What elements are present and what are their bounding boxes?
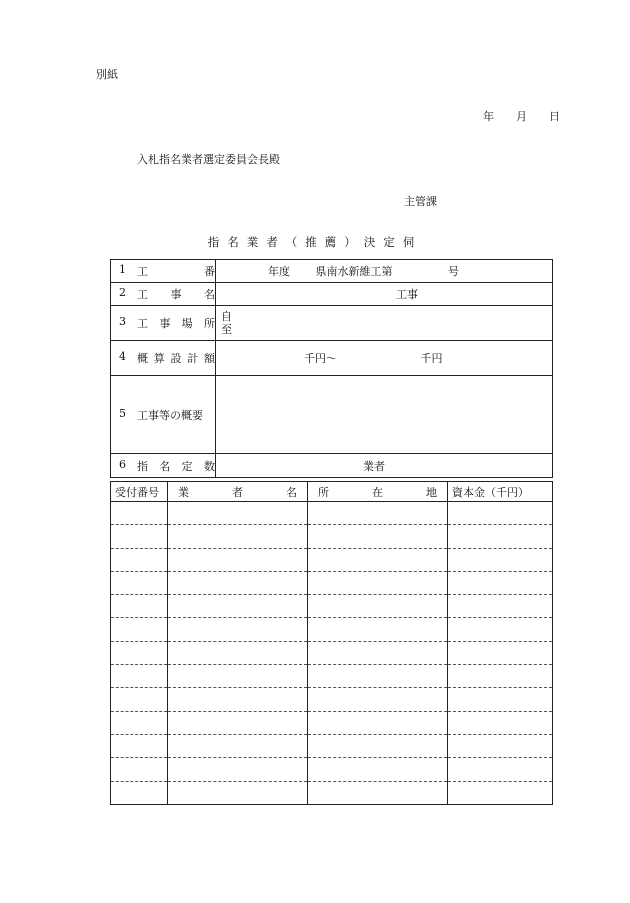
receipt-number-cell[interactable]	[111, 758, 168, 781]
construction-suffix-text: 工事	[396, 288, 418, 301]
work-summary-label: 工事等の概要	[137, 408, 203, 422]
receipt-number-cell[interactable]	[111, 734, 168, 757]
row-number: 3	[119, 315, 126, 328]
receipt-number-cell[interactable]	[111, 548, 168, 571]
label-char: 事	[159, 317, 171, 330]
header-char: 者	[232, 485, 243, 499]
header-char: 在	[372, 485, 383, 499]
table-row	[111, 641, 553, 664]
capital-cell[interactable]	[448, 571, 553, 594]
receipt-number-cell[interactable]	[111, 525, 168, 548]
capital-cell[interactable]	[448, 618, 553, 641]
receipt-number-cell[interactable]	[111, 711, 168, 734]
location-cell[interactable]	[308, 548, 448, 571]
company-name-cell[interactable]	[168, 595, 308, 618]
location-cell[interactable]	[308, 525, 448, 548]
info-row-name	[111, 283, 553, 306]
table-row	[111, 548, 553, 571]
capital-cell[interactable]	[448, 548, 553, 571]
capital-cell[interactable]	[448, 711, 553, 734]
attachment-label: 別紙	[96, 68, 118, 81]
capital-cell[interactable]	[448, 758, 553, 781]
capital-cell[interactable]	[448, 688, 553, 711]
capital-cell[interactable]	[448, 641, 553, 664]
company-name-cell[interactable]	[168, 571, 308, 594]
table-row	[111, 781, 553, 804]
project-info-table	[110, 259, 553, 478]
label-char: 指	[137, 459, 148, 473]
construction-number-cell[interactable]	[216, 260, 553, 283]
info-row-place	[111, 306, 553, 341]
nomination-quota-cell[interactable]	[216, 454, 553, 478]
cost-to-text: 千円	[420, 352, 443, 365]
receipt-number-header: 受付番号	[111, 482, 168, 502]
fiscal-year-text: 年度	[268, 265, 290, 278]
capital-cell[interactable]	[448, 665, 553, 688]
receipt-number-cell[interactable]	[111, 688, 168, 711]
label-char: 設	[170, 352, 182, 365]
label-char: 額	[204, 352, 215, 365]
label-cell	[111, 341, 216, 376]
label-char: 概	[137, 352, 148, 365]
nomination-quota-label	[137, 458, 215, 474]
table-row	[111, 734, 553, 757]
header-char: 名	[286, 485, 297, 499]
label-char: 場	[181, 317, 193, 330]
construction-place-label	[137, 315, 215, 331]
construction-number-label	[137, 263, 215, 279]
table-row	[111, 525, 553, 548]
company-name-cell[interactable]	[168, 688, 308, 711]
month-label: 月	[516, 110, 527, 123]
info-row-summary	[111, 376, 553, 454]
label-char: 工	[137, 317, 148, 330]
company-name-cell[interactable]	[168, 665, 308, 688]
construction-prefix-text: 県南水新維工第	[315, 265, 393, 278]
location-cell[interactable]	[308, 734, 448, 757]
location-cell[interactable]	[308, 781, 448, 804]
work-summary-cell[interactable]	[216, 376, 553, 454]
info-row-quota	[111, 454, 553, 478]
row-number: 2	[119, 286, 126, 299]
location-cell[interactable]	[308, 711, 448, 734]
label-cell	[111, 283, 216, 306]
label-char: 名	[204, 288, 215, 301]
estimated-cost-cell[interactable]	[216, 341, 553, 376]
label-char: 算	[153, 352, 165, 365]
company-name-cell[interactable]	[168, 734, 308, 757]
label-char: 所	[203, 317, 215, 330]
addressee: 入札指名業者選定委員会長殿	[137, 153, 280, 166]
estimated-cost-label	[137, 350, 215, 366]
cost-from-text: 千円〜	[304, 352, 337, 365]
capital-cell[interactable]	[448, 734, 553, 757]
capital-cell[interactable]	[448, 502, 553, 525]
location-cell[interactable]	[308, 618, 448, 641]
location-cell[interactable]	[308, 502, 448, 525]
year-label: 年	[483, 110, 494, 123]
row-number: 1	[119, 263, 126, 276]
date-line	[461, 108, 560, 124]
company-name-cell[interactable]	[168, 781, 308, 804]
label-char: 工	[137, 288, 148, 301]
header-char: 業	[178, 485, 189, 499]
location-cell[interactable]	[308, 595, 448, 618]
location-cell[interactable]	[308, 641, 448, 664]
receipt-number-cell[interactable]	[111, 641, 168, 664]
table-row	[111, 502, 553, 525]
receipt-number-cell[interactable]	[111, 665, 168, 688]
capital-cell[interactable]	[448, 781, 553, 804]
capital-cell[interactable]	[448, 595, 553, 618]
label-char: 数	[203, 459, 215, 473]
company-name-cell[interactable]	[168, 618, 308, 641]
capital-cell[interactable]	[448, 525, 553, 548]
receipt-number-cell[interactable]	[111, 618, 168, 641]
receipt-number-cell[interactable]	[111, 502, 168, 525]
info-row-number	[111, 260, 553, 283]
company-name-header	[168, 482, 308, 502]
table-row	[111, 618, 553, 641]
construction-name-cell[interactable]	[216, 283, 553, 306]
header-char: 地	[426, 485, 437, 499]
location-cell[interactable]	[308, 665, 448, 688]
label-char: 事	[170, 288, 182, 301]
location-cell[interactable]	[308, 571, 448, 594]
company-name-cell[interactable]	[168, 548, 308, 571]
row-number: 4	[119, 350, 126, 363]
company-name-cell[interactable]	[168, 502, 308, 525]
label-char: 定	[181, 459, 193, 473]
table-row	[111, 595, 553, 618]
company-name-cell[interactable]	[168, 525, 308, 548]
info-row-cost	[111, 341, 553, 376]
location-header	[308, 482, 448, 502]
from-label: 自	[221, 310, 232, 323]
table-row	[111, 665, 553, 688]
table-row	[111, 688, 553, 711]
companies-header-row	[111, 482, 553, 502]
receipt-number-cell[interactable]	[111, 781, 168, 804]
companies-table	[110, 481, 553, 805]
table-row	[111, 711, 553, 734]
table-row	[111, 571, 553, 594]
row-number: 6	[119, 457, 126, 471]
label-char: 番	[204, 265, 215, 278]
document-title: 指名業者（推薦）決定伺	[207, 235, 423, 249]
company-name-cell[interactable]	[168, 641, 308, 664]
label-cell	[111, 306, 216, 341]
day-label: 日	[549, 110, 560, 123]
construction-place-cell[interactable]	[216, 306, 553, 341]
label-char: 工	[137, 265, 148, 278]
label-cell	[111, 260, 216, 283]
location-cell[interactable]	[308, 758, 448, 781]
company-name-cell[interactable]	[168, 711, 308, 734]
to-label: 至	[221, 323, 232, 336]
table-row	[111, 758, 553, 781]
label-cell	[111, 376, 216, 454]
receipt-number-cell[interactable]	[111, 571, 168, 594]
header-char: 所	[318, 485, 329, 499]
row-number: 5	[119, 406, 126, 420]
location-cell[interactable]	[308, 688, 448, 711]
receipt-number-cell[interactable]	[111, 595, 168, 618]
department: 主管課	[404, 195, 437, 208]
label-char: 名	[159, 459, 171, 473]
capital-header: 資本金（千円）	[448, 482, 553, 502]
quota-unit-text: 業者	[363, 459, 385, 473]
label-cell	[111, 454, 216, 478]
number-suffix-text: 号	[448, 265, 459, 278]
construction-name-label	[137, 286, 215, 302]
company-name-cell[interactable]	[168, 758, 308, 781]
label-char: 計	[187, 352, 199, 365]
